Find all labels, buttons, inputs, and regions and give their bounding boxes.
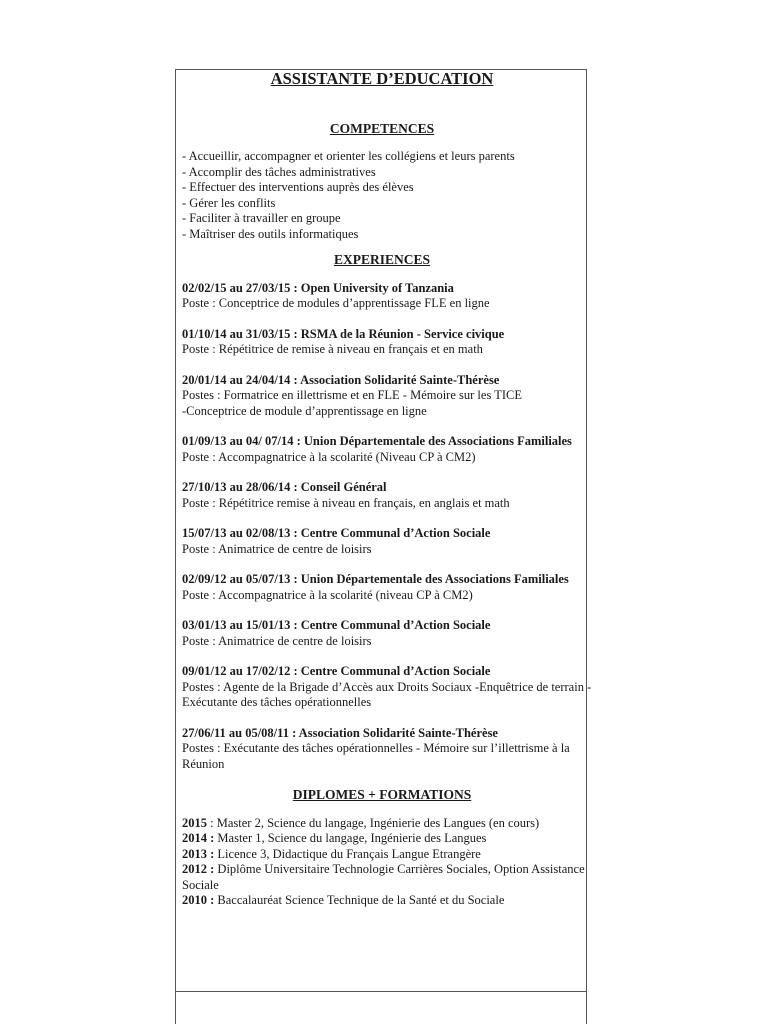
experience-item <box>182 618 592 649</box>
diplomes-list <box>182 816 592 909</box>
competences-heading: COMPETENCES <box>329 120 435 136</box>
list-item: - Faciliter à travailler en groupe <box>182 211 341 225</box>
list-item: - Accomplir des tâches administratives <box>182 164 376 179</box>
page-title: ASSISTANTE D’EDUCATION <box>270 69 494 88</box>
experience-desc: Poste : Accompagnatrice à la scolarité (Niveau CP à CM2) <box>182 449 476 464</box>
competences-list <box>182 149 592 242</box>
diploma-year: 2014 : <box>182 831 215 845</box>
cv-content <box>182 70 592 909</box>
experience-date: 27/06/11 au 05/08/11 : Association Solidarité Sainte-Thérèse <box>182 725 498 740</box>
experience-desc: Postes : Agente de la Brigade d’Accès aux Droits Sociaux -Enquêtrice de terrain - Exécutante des tâches opérationnelles <box>182 679 592 709</box>
experience-desc: Poste : Accompagnatrice à la scolarité (niveau CP à CM2) <box>182 587 473 602</box>
diploma-year: 2015 <box>182 815 207 830</box>
diploma-item <box>182 847 592 863</box>
experience-item <box>182 327 592 358</box>
experience-desc: Postes : Exécutante des tâches opérationnelles - Mémoire sur l’illettrisme à la Réunion <box>182 741 570 771</box>
bottom-divider <box>175 991 587 992</box>
experience-item <box>182 572 592 603</box>
experience-item <box>182 480 592 511</box>
list-item: - Gérer les conflits <box>182 195 276 210</box>
experience-desc: Poste : Répétitrice remise à niveau en français, en anglais et math <box>182 495 510 510</box>
experience-desc: -Conceptrice de module d’apprentissage en ligne <box>182 403 427 418</box>
experience-date: 20/01/14 au 24/04/14 : Association Solidarité Sainte-Thérèse <box>182 372 500 387</box>
experience-item <box>182 373 592 420</box>
list-item: - Effectuer des interventions auprès des élèves <box>182 180 414 194</box>
experience-date: 02/02/15 au 27/03/15 : Open University of Tanzania <box>182 280 454 295</box>
experiences-heading: EXPERIENCES <box>333 252 431 267</box>
experience-date: 01/09/13 au 04/ 07/14 : Union Départementale des Associations Familiales <box>182 434 572 448</box>
experience-item <box>182 664 592 711</box>
list-item: - Accueillir, accompagner et orienter les collégiens et leurs parents <box>182 149 515 163</box>
diploma-sep: : <box>207 815 217 830</box>
experience-desc: Poste : Conceptrice de modules d’apprentissage FLE en ligne <box>182 296 490 310</box>
experience-item <box>182 281 592 312</box>
experience-date: 15/07/13 au 02/08/13 : Centre Communal d’Action Sociale <box>182 526 491 540</box>
experience-item <box>182 526 592 557</box>
diploma-text: Licence 3, Didactique du Français Langue Etrangère <box>217 846 481 861</box>
experience-date: 02/09/12 au 05/07/13 : Union Départementale des Associations Familiales <box>182 572 569 586</box>
experience-desc: Postes : Formatrice en illettrisme et en FLE - Mémoire sur les TICE <box>182 388 522 402</box>
diploma-text: Master 1, Science du langage, Ingénierie des Langues <box>217 831 487 845</box>
experience-date: 03/01/13 au 15/01/13 : Centre Communal d’Action Sociale <box>182 618 491 632</box>
diplomes-heading: DIPLOMES + FORMATIONS <box>292 787 472 802</box>
experience-date: 27/10/13 au 28/06/14 : Conseil Général <box>182 480 387 494</box>
diploma-text: Baccalauréat Science Technique de la Santé et du Sociale <box>217 893 505 907</box>
diploma-year: 2013 : <box>182 846 215 861</box>
diploma-text: Diplôme Universitaire Technologie Carrières Sociales, Option Assistance Sociale <box>182 862 585 892</box>
experience-item <box>182 434 592 465</box>
experience-date: 01/10/14 au 31/03/15 : RSMA de la Réunion - Service civique <box>182 326 505 341</box>
diploma-year: 2010 : <box>182 893 215 907</box>
experience-date: 09/01/12 au 17/02/12 : Centre Communal d’Action Sociale <box>182 664 491 678</box>
diploma-item <box>182 816 592 832</box>
diploma-item <box>182 862 592 893</box>
experiences-list <box>182 281 592 773</box>
experience-desc: Poste : Animatrice de centre de loisirs <box>182 633 372 648</box>
experience-item <box>182 726 592 773</box>
experience-desc: Poste : Animatrice de centre de loisirs <box>182 541 372 556</box>
diploma-item <box>182 831 592 847</box>
diploma-text: Master 2, Science du langage, Ingénierie des Langues (en cours) <box>216 815 540 830</box>
diploma-item <box>182 893 592 909</box>
diploma-year: 2012 : <box>182 862 215 876</box>
experience-desc: Poste : Répétitrice de remise à niveau en français et en math <box>182 342 483 356</box>
list-item: - Maîtriser des outils informatiques <box>182 226 359 241</box>
